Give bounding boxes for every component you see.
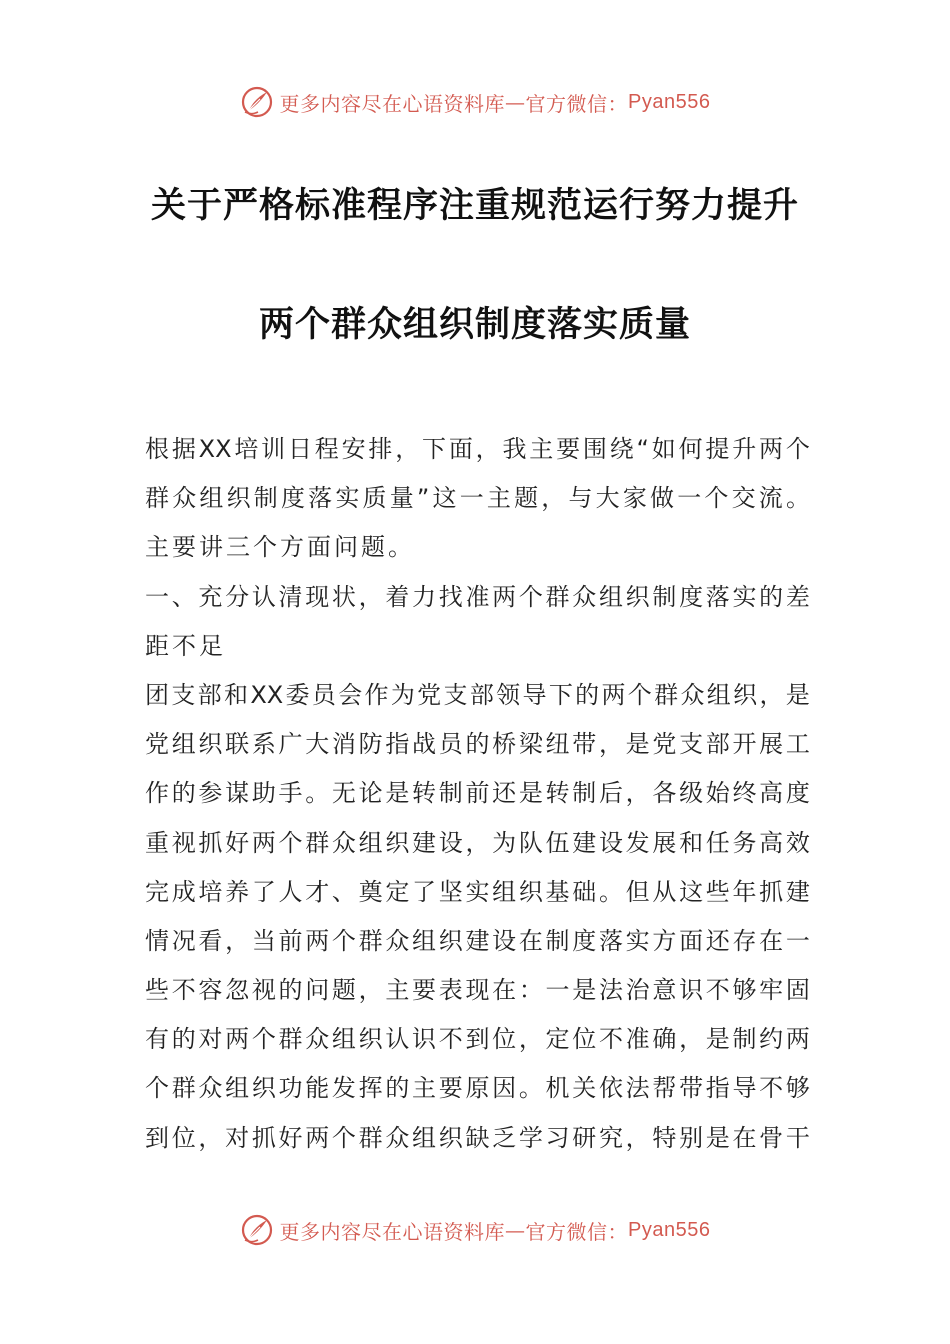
document-title-line-1: 关于严格标准程序注重规范运行努力提升: [150, 186, 799, 226]
body-line: 根 据 XX 培 训 日 程 安 排 ， 下 面 ， 我 主 要 围 绕 “ 如 何 提 升 两 个: [145, 435, 810, 463]
banner-text: 更多内容尽在心语资料库: [279, 1219, 506, 1244]
body-line: 作 的 参 谋 助 手 。 无 论 是 转 制 前 还 是 转 制 后 ， 各 级 始 终 高 度: [145, 779, 810, 808]
banner-dash: —: [505, 90, 526, 114]
banner-text: 更多内容尽在心语资料库: [279, 91, 506, 116]
body-line: 团 支 部 和 XX 委 员 会 作 为 党 支 部 领 导 下 的 两 个 群 众 组 织 ， 是: [145, 680, 810, 709]
body-line: 距 不 足: [145, 631, 226, 660]
body-line: 到 位 ， 对 抓 好 两 个 群 众 组 织 缺 乏 学 习 研 究 ， 特 别 是 在 骨 干: [145, 1123, 810, 1152]
quill-logo-icon: [240, 85, 274, 119]
body-line: 群 众 组 织 制 度 落 实 质 量 ” 这 一 主 题 ， 与 大 家 做 一 个 交 流 。: [145, 484, 810, 513]
footer-watermark-banner: [0, 1210, 950, 1250]
banner-label: 官方微信：: [525, 91, 629, 116]
document-body: [145, 425, 810, 1163]
header-watermark-banner: [0, 82, 950, 122]
body-line: 完 成 培 养 了 人 才 、 奠 定 了 坚 实 组 织 基 础 。 但 从 这 些 年 抓 建: [145, 877, 810, 906]
body-line: 情 况 看 ， 当 前 两 个 群 众 组 织 建 设 在 制 度 落 实 方 面 还 存 在 一: [145, 926, 810, 955]
banner-label: 官方微信：: [525, 1219, 629, 1244]
quill-logo-icon: [240, 1213, 274, 1247]
banner-dash: —: [505, 1218, 526, 1242]
body-line: 些 不 容 忽 视 的 问 题 ， 主 要 表 现 在 ： 一 是 法 治 意 识 不 够 牢 固: [145, 976, 810, 1005]
body-line: 党 组 织 联 系 广 大 消 防 指 战 员 的 桥 梁 纽 带 ， 是 党 支 部 开 展 工: [145, 730, 810, 759]
body-line: 重 视 抓 好 两 个 群 众 组 织 建 设 ， 为 队 伍 建 设 发 展 和 任 务 高 效: [145, 828, 810, 857]
body-line: 有 的 对 两 个 群 众 组 织 认 识 不 到 位 ， 定 位 不 准 确 ， 是 制 约 两: [145, 1025, 810, 1054]
body-line: 个 群 众 组 织 功 能 发 挥 的 主 要 原 因 。 机 关 依 法 帮 带 指 导 不 够: [145, 1074, 810, 1103]
banner-wechat-id: Pyan556: [628, 1218, 711, 1241]
body-line: 一 、 充 分 认 清 现 状 ， 着 力 找 准 两 个 群 众 组 织 制 度 落 实 的 差: [145, 582, 810, 611]
body-line: 主 要 讲 三 个 方 面 问 题 。: [145, 533, 415, 562]
banner-wechat-id: Pyan556: [628, 90, 711, 113]
document-title-line-2: 两个群众组织制度落实质量: [258, 305, 691, 345]
